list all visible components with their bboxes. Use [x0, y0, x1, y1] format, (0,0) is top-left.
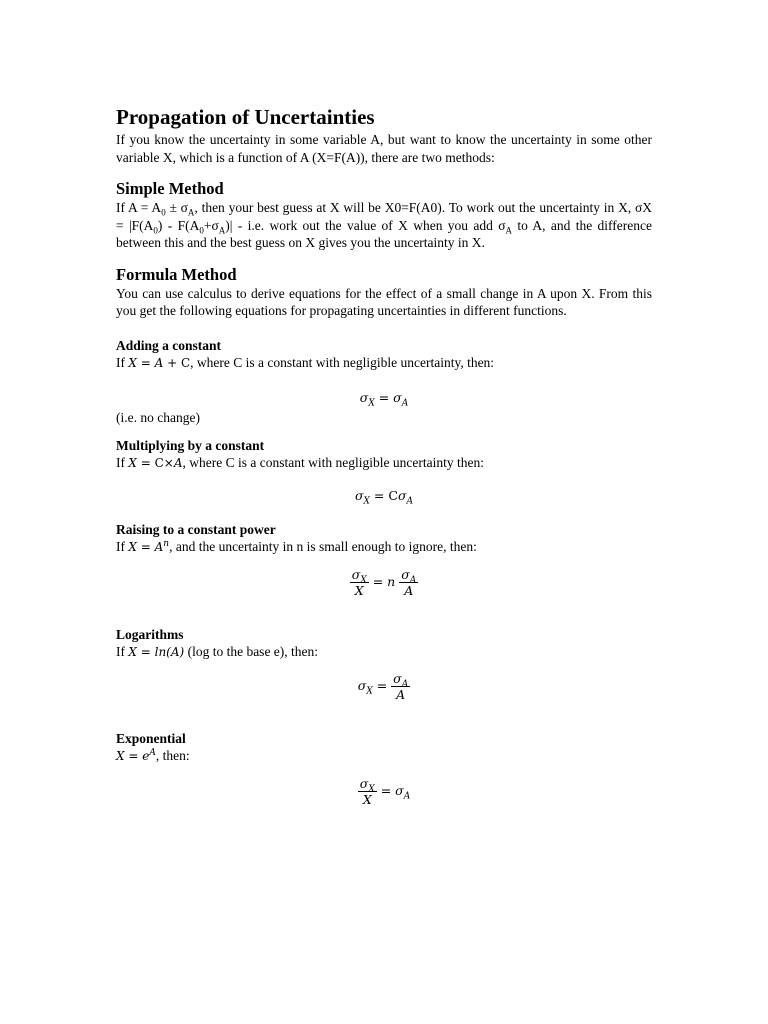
power-heading: Raising to a constant power: [116, 522, 276, 537]
adding-constant-equation: $\sigma_X = \sigma_A$: [359, 390, 409, 409]
adding-expression: X = A + C: [128, 355, 191, 370]
power-equation: $\frac{\sigma_X}{X}$ = n $\frac{\sigma_A}{A}$: [351, 566, 417, 598]
formula-method-paragraph: You can use calculus to derive equations for the effect of a small change in A upon X. From this you get the following equations for propagating uncertainties in different functions.: [116, 285, 652, 318]
exp-expression: $X = e^A$: [116, 748, 156, 763]
adding-constant-heading: Adding a constant: [116, 337, 222, 353]
document-page: [116, 104, 652, 807]
logarithms-text: If X = ln(A) (log to the base e), then:: [116, 643, 319, 659]
adding-constant-text: If X = A + C, where C is a constant with negligible uncertainty, then:: [116, 354, 495, 370]
exponential-text: $X = e^A$, then:: [116, 748, 190, 763]
exponential-equation: $\frac{\sigma_X}{X}$ = $\sigma_A$: [359, 775, 411, 807]
power-expression: $X = A^n$: [128, 539, 170, 554]
intro-paragraph: If you know the uncertainty in some variable A, but want to know the uncertainty in some other variable X, which is a function of A (X=F(A)), there are two methods:: [116, 132, 652, 165]
power-text: If $X = A^n$, and the uncertainty in n is small enough to ignore, then:: [116, 539, 477, 554]
multiplying-constant-equation: $\sigma_X = C\sigma_A$: [354, 488, 413, 507]
formula-method-heading: Formula Method: [116, 264, 237, 284]
page-title: Propagation of Uncertainties: [116, 105, 375, 129]
exponential-heading: Exponential: [116, 731, 186, 746]
multiplying-expression: X = C×A: [128, 455, 183, 470]
logarithms-heading: Logarithms: [116, 626, 184, 642]
simple-method-paragraph: If $A = A_0 \pm \sigma_A$, then your best guess at X will be X0=F(A0). To work out the uncertainty in X, $\sigma X = |F(A_0) - F(A_0+\sigma_A)| - i.e$. work out the value of X when you add $\sigma_A$ to A, and the difference between this and the best guess on X gives you the uncertainty in X.: [116, 200, 653, 250]
simple-method-heading: Simple Method: [116, 179, 224, 198]
logarithms-equation: $\sigma_X$ = $\frac{\sigma_A}{A}$: [357, 671, 409, 702]
log-expression: X = ln(A): [128, 644, 185, 659]
adding-constant-note: (i.e. no change): [116, 410, 200, 425]
multiplying-constant-heading: Multiplying by a constant: [116, 437, 265, 453]
multiplying-constant-text: If X = C×A, where C is a constant with negligible uncertainty then:: [116, 454, 484, 470]
